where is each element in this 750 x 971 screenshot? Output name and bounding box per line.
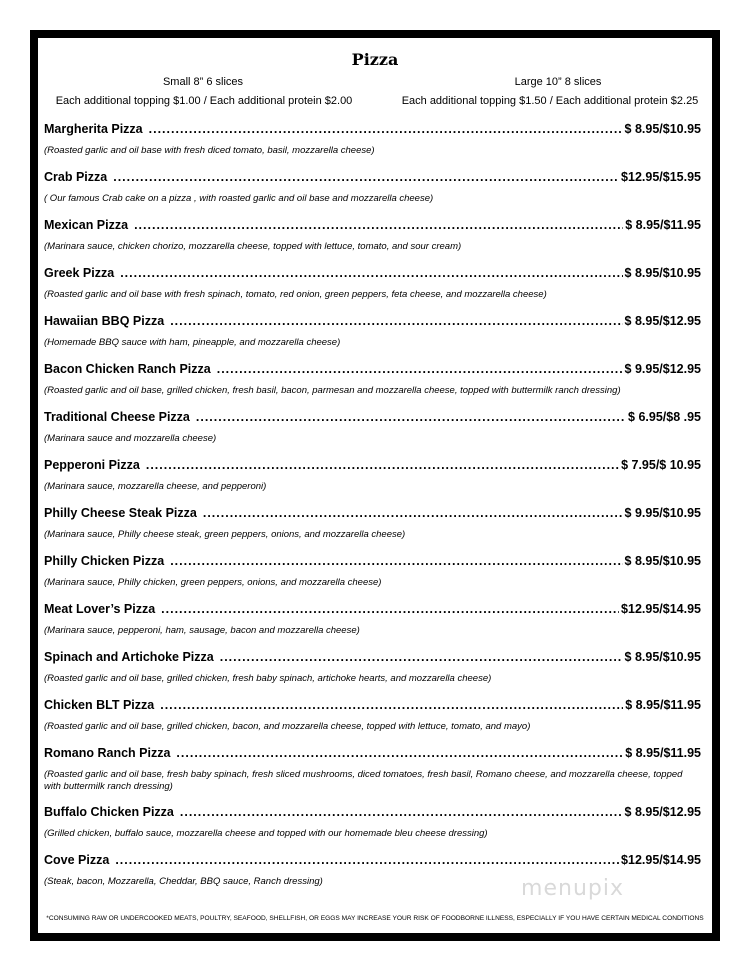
dot-leader — [160, 698, 623, 712]
menu-item-buffalo-chicken — [44, 805, 701, 853]
item-name: Margherita Pizza — [44, 122, 143, 136]
small-toppings-note: Each additional topping $1.00 / Each additional protein $2.00 — [55, 95, 353, 107]
item-description: (Roasted garlic and oil base, grilled chicken, fresh basil, bacon, parmesan and mozzarella cheese, topped with buttermilk ranch dressing) — [44, 385, 621, 396]
menu-item-bacon-chicken-ranch — [44, 362, 701, 410]
menu-item-chicken-blt — [44, 698, 701, 746]
item-description: (Roasted garlic and oil base with fresh spinach, tomato, red onion, green peppers, feta cheese, and mozzarella cheese) — [44, 289, 547, 300]
menu-item-meat-lovers — [44, 602, 701, 650]
item-price: $ 8.95/$12.95 — [624, 805, 701, 819]
large-size-label: Large 10” 8 slices — [514, 76, 602, 88]
dot-leader — [149, 122, 623, 136]
item-price: $ 7.95/$ 10.95 — [621, 458, 701, 472]
menu-border — [30, 30, 720, 941]
item-price: $12.95/$15.95 — [621, 170, 701, 184]
item-description: (Marinara sauce, pepperoni, ham, sausage, bacon and mozzarella cheese) — [44, 625, 360, 636]
dot-leader — [113, 170, 619, 184]
item-price: $ 6.95/$8 .95 — [628, 410, 701, 424]
menu-item-philly-chicken — [44, 554, 701, 602]
dot-leader — [180, 805, 623, 819]
item-description: (Homemade BBQ sauce with ham, pineapple, and mozzarella cheese) — [44, 337, 341, 348]
item-price: $12.95/$14.95 — [621, 602, 701, 616]
item-description: (Marinara sauce and mozzarella cheese) — [44, 433, 217, 444]
item-price: $ 8.95/$10.95 — [624, 554, 701, 568]
item-name: Buffalo Chicken Pizza — [44, 805, 174, 819]
menu-item-margherita — [44, 122, 701, 170]
dot-leader — [161, 602, 619, 616]
item-price: $ 8.95/$11.95 — [625, 746, 701, 760]
small-size-label: Small 8” 6 slices — [162, 76, 244, 88]
dot-leader — [115, 853, 619, 867]
item-price: $ 8.95/$11.95 — [625, 698, 701, 712]
item-price: $ 8.95/$10.95 — [624, 122, 701, 136]
item-price: $ 8.95/$10.95 — [624, 650, 701, 664]
item-name: Romano Ranch Pizza — [44, 746, 171, 760]
item-name: Pepperoni Pizza — [44, 458, 140, 472]
menu-item-greek — [44, 266, 701, 314]
item-description: (Steak, bacon, Mozzarella, Cheddar, BBQ sauce, Ranch dressing) — [44, 876, 323, 887]
item-name: Meat Lover’s Pizza — [44, 602, 156, 616]
menu-item-romano-ranch — [44, 746, 701, 805]
item-description: (Roasted garlic and oil base, grilled chicken, bacon, and mozzarella cheese, topped with lettuce, tomato, and mayo) — [44, 721, 531, 732]
menu-title: Pizza — [351, 50, 399, 69]
menu-item-spinach-artichoke — [44, 650, 701, 698]
item-name: Crab Pizza — [44, 170, 108, 184]
menu-items-list — [44, 122, 701, 901]
item-name: Mexican Pizza — [44, 218, 129, 232]
menu-item-crab — [44, 170, 701, 218]
item-name: Philly Cheese Steak Pizza — [44, 506, 197, 520]
item-description: (Marinara sauce, mozzarella cheese, and pepperoni) — [44, 481, 267, 492]
item-price: $ 8.95/$11.95 — [625, 218, 701, 232]
item-price: $ 8.95/$10.95 — [624, 266, 701, 280]
item-description: (Marinara sauce, chicken chorizo, mozzarella cheese, topped with lettuce, tomato, and sour cream) — [44, 241, 462, 252]
item-price: $ 8.95/$12.95 — [624, 314, 701, 328]
dot-leader — [134, 218, 623, 232]
menu-item-mexican — [44, 218, 701, 266]
menu-item-philly-cheese-steak — [44, 506, 701, 554]
dot-leader — [176, 746, 623, 760]
item-name: Spinach and Artichoke Pizza — [44, 650, 214, 664]
dot-leader — [203, 506, 623, 520]
menu-item-traditional-cheese — [44, 410, 701, 458]
item-name: Cove Pizza — [44, 853, 110, 867]
dot-leader — [120, 266, 622, 280]
item-name: Chicken BLT Pizza — [44, 698, 155, 712]
item-name: Bacon Chicken Ranch Pizza — [44, 362, 211, 376]
menu-item-hawaiian-bbq — [44, 314, 701, 362]
item-price: $12.95/$14.95 — [621, 853, 701, 867]
item-price: $ 9.95/$12.95 — [624, 362, 701, 376]
food-safety-disclaimer: *CONSUMING RAW OR UNDERCOOKED MEATS, POULTRY, SEAFOOD, SHELLFISH, OR EGGS MAY INCREASE YOUR RISK OF FOODBORNE ILLNESS, ESPECIALLY IF YOU HAVE CERTAIN MEDICAL CONDITIONS — [46, 915, 704, 922]
menupix-watermark: menupix — [521, 876, 624, 901]
item-name: Hawaiian BBQ Pizza — [44, 314, 165, 328]
item-description: (Marinara sauce, Philly chicken, green peppers, onions, and mozzarella cheese) — [44, 577, 382, 588]
large-toppings-note: Each additional topping $1.50 / Each additional protein $2.25 — [401, 95, 699, 107]
menu-page — [38, 38, 712, 933]
dot-leader — [220, 650, 623, 664]
item-description: ( Our famous Crab cake on a pizza , with roasted garlic and oil base and mozzarella cheese) — [44, 193, 434, 204]
dot-leader — [196, 410, 626, 424]
item-description: (Grilled chicken, buffalo sauce, mozzarella cheese and topped with our homemade bleu cheese dressing) — [44, 828, 488, 839]
item-description: (Roasted garlic and oil base with fresh diced tomato, basil, mozzarella cheese) — [44, 145, 375, 156]
item-price: $ 9.95/$10.95 — [624, 506, 701, 520]
dot-leader — [170, 314, 622, 328]
item-name: Traditional Cheese Pizza — [44, 410, 190, 424]
dot-leader — [217, 362, 623, 376]
dot-leader — [170, 554, 622, 568]
item-description: (Roasted garlic and oil base, fresh baby spinach, fresh sliced mushrooms, diced tomatoes, fresh basil, Romano cheese, and mozzarella cheese, topped with buttermilk ranch dressing) — [44, 769, 683, 792]
dot-leader — [146, 458, 619, 472]
item-description: (Roasted garlic and oil base, grilled chicken, fresh baby spinach, artichoke hearts, and mozzarella cheese) — [44, 673, 492, 684]
item-name: Greek Pizza — [44, 266, 115, 280]
item-name: Philly Chicken Pizza — [44, 554, 165, 568]
menu-item-pepperoni — [44, 458, 701, 506]
item-description: (Marinara sauce, Philly cheese steak, green peppers, onions, and mozzarella cheese) — [44, 529, 406, 540]
